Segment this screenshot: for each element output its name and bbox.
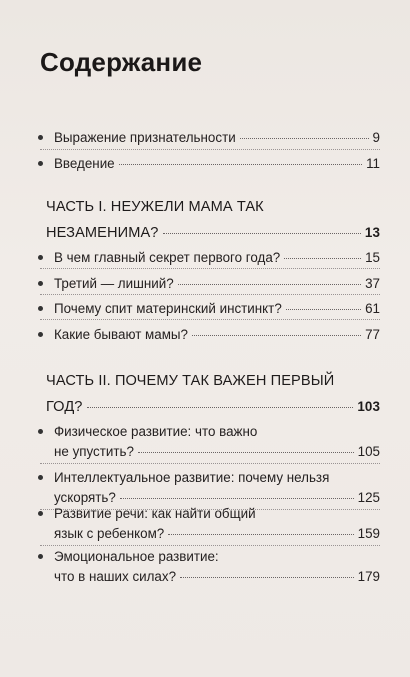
bullet-icon [38,332,43,337]
toc-entry-label: Интеллектуальное развитие: почему нельзя [54,470,330,485]
toc-entry-page: 15 [365,250,380,265]
bullet-icon [38,135,43,140]
toc-entry-label: не упустить? [54,444,134,459]
dot-leader [120,498,354,499]
toc-entry-page: 9 [372,130,380,145]
toc-entry-label: что в наших силах? [54,569,177,584]
toc-entry [38,504,380,544]
toc-entry [38,422,380,462]
dot-leader [286,309,361,310]
toc-entry-label: В чем главный секрет первого года? [54,250,281,265]
toc-entry-label: Выражение признательности [54,130,236,145]
part-heading-line: ГОД? [46,399,83,415]
dot-leader [168,534,353,535]
toc-entry-page: 179 [357,569,380,584]
toc-entry-label: Третий — лишний? [54,276,174,291]
page-title: Содержание [40,47,203,77]
bullet-icon [38,429,43,434]
bullet-icon [38,281,43,286]
entry-separator [40,294,380,295]
toc-entry [38,274,380,294]
toc-entry [38,468,380,508]
entry-separator [40,268,380,269]
part-heading-line: ЧАСТЬ II. ПОЧЕМУ ТАК ВАЖЕН ПЕРВЫЙ [46,373,335,389]
dot-leader [163,233,361,234]
toc-entry-label: Развитие речи: как найти общий [54,506,256,521]
toc-entry-page: 37 [365,276,380,291]
part-heading-line: НЕЗАМЕНИМА? [46,225,159,241]
part-heading-1 [46,195,380,246]
dot-leader [178,284,361,285]
toc-entry [38,248,380,268]
toc-entry-page: 11 [366,156,380,171]
toc-entry-introduction [38,154,380,174]
dot-leader [138,452,354,453]
part-heading-2 [46,369,380,420]
toc-entry [38,325,380,345]
toc-entry-page: 61 [365,301,380,316]
entry-separator [40,149,380,150]
entry-separator [40,319,380,320]
dot-leader [180,577,354,578]
part-heading-line: ЧАСТЬ I. НЕУЖЕЛИ МАМА ТАК [46,199,264,215]
dot-leader [240,138,369,139]
part-heading-page: 13 [364,225,380,240]
toc-entry-page: 125 [357,490,380,505]
toc-entry [38,299,380,319]
toc-entry-label: Физическое развитие: что важно [54,424,258,439]
entry-separator [40,463,380,464]
dot-leader [192,335,361,336]
dot-leader [284,258,361,259]
toc-entry-label: ускорять? [54,490,116,505]
dot-leader [87,407,354,408]
bullet-icon [38,554,43,559]
toc-entry-page: 77 [365,327,380,342]
toc-entry-page: 105 [357,444,380,459]
bullet-icon [38,475,43,480]
bullet-icon [38,255,43,260]
toc-entry [38,547,380,587]
toc-entry-label: язык с ребенком? [54,526,165,541]
toc-entry-acknowledgements [38,128,380,148]
part-heading-page: 103 [357,399,380,414]
toc-entry-label: Какие бывают мамы? [54,327,188,342]
dot-leader [119,164,362,165]
toc-entry-label: Эмоциональное развитие: [54,549,219,564]
entry-separator [40,545,380,546]
toc-entry-label: Введение [54,156,115,171]
toc-entry-label: Почему спит материнский инстинкт? [54,301,282,316]
bullet-icon [38,511,43,516]
bullet-icon [38,306,43,311]
toc-entry-page: 159 [357,526,380,541]
bullet-icon [38,161,43,166]
